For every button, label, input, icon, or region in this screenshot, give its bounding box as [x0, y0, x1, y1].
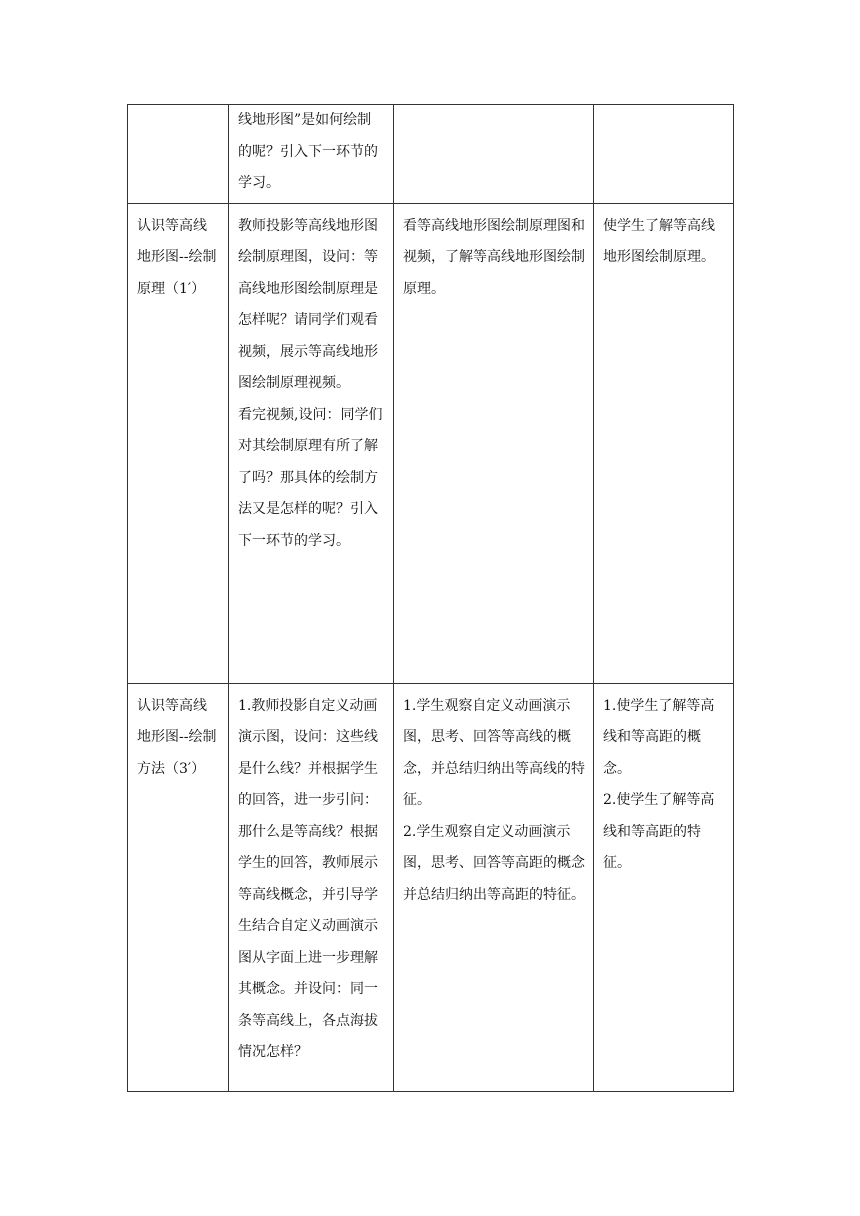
- teacher-activity-text: 看完视频,设问：同学们对其绘制原理有所了解了吗？那具体的绘制方法又是怎样的呢？引入下一环节的学习。: [238, 406, 383, 549]
- student-activity-text: 1.学生观察自定义动画演示图，思考、回答等高线的概念，并总结归纳出等高线的特征。: [403, 697, 585, 808]
- student-activity-cell: [394, 105, 594, 204]
- design-intent-cell: [594, 203, 734, 683]
- teacher-activity-text: 1.教师投影自定义动画演示图，设问：这些线是什么线？并根据学生的回答，进一步引问：那什么是等高线？根据学生的回答，教师展示等高线概念，并引导学生结合自定义动画演示图从字面上进一步理解其概念。并设问：同一条等高线上，各点海拔情况怎样？: [238, 697, 378, 1060]
- stage-text: 认识等高线地形图--绘制方法（3′）: [137, 697, 217, 777]
- design-intent-text: 2.使学生了解等高线和等高距的特征。: [603, 792, 715, 871]
- table-row: [128, 203, 734, 683]
- stage-cell: [128, 683, 229, 1091]
- stage-cell: [128, 105, 229, 204]
- teacher-activity-text: 教师投影等高线地形图绘制原理图，设问：等高线地形图绘制原理是怎样呢？请同学们观看视频，展示等高线地形图绘制原理视频。: [238, 217, 378, 391]
- design-intent-text: 使学生了解等高线地形图绘制原理。: [603, 217, 715, 265]
- teacher-activity-cell: [229, 105, 394, 204]
- teacher-activity-text: 线地形图”是如何绘制的呢？引入下一环节的学习。: [238, 112, 378, 191]
- student-activity-text: 2.学生观察自定义动画演示图，思考、回答等高距的概念并总结归纳出等高距的特征。: [403, 823, 585, 903]
- stage-text: 认识等高线地形图--绘制原理（1′）: [137, 217, 217, 297]
- student-activity-text: 看等高线地形图绘制原理图和视频，了解等高线地形图绘制原理。: [403, 217, 585, 297]
- student-activity-cell: [394, 683, 594, 1091]
- design-intent-cell: [594, 683, 734, 1091]
- design-intent-cell: [594, 105, 734, 204]
- student-activity-cell: [394, 203, 594, 683]
- stage-cell: [128, 203, 229, 683]
- teacher-activity-cell: [229, 203, 394, 683]
- design-intent-text: 1.使学生了解等高线和等高距的概念。: [603, 697, 715, 777]
- teacher-activity-cell: [229, 683, 394, 1091]
- table-row: [128, 683, 734, 1091]
- table-row: [128, 105, 734, 204]
- lesson-plan-table: [127, 104, 734, 1092]
